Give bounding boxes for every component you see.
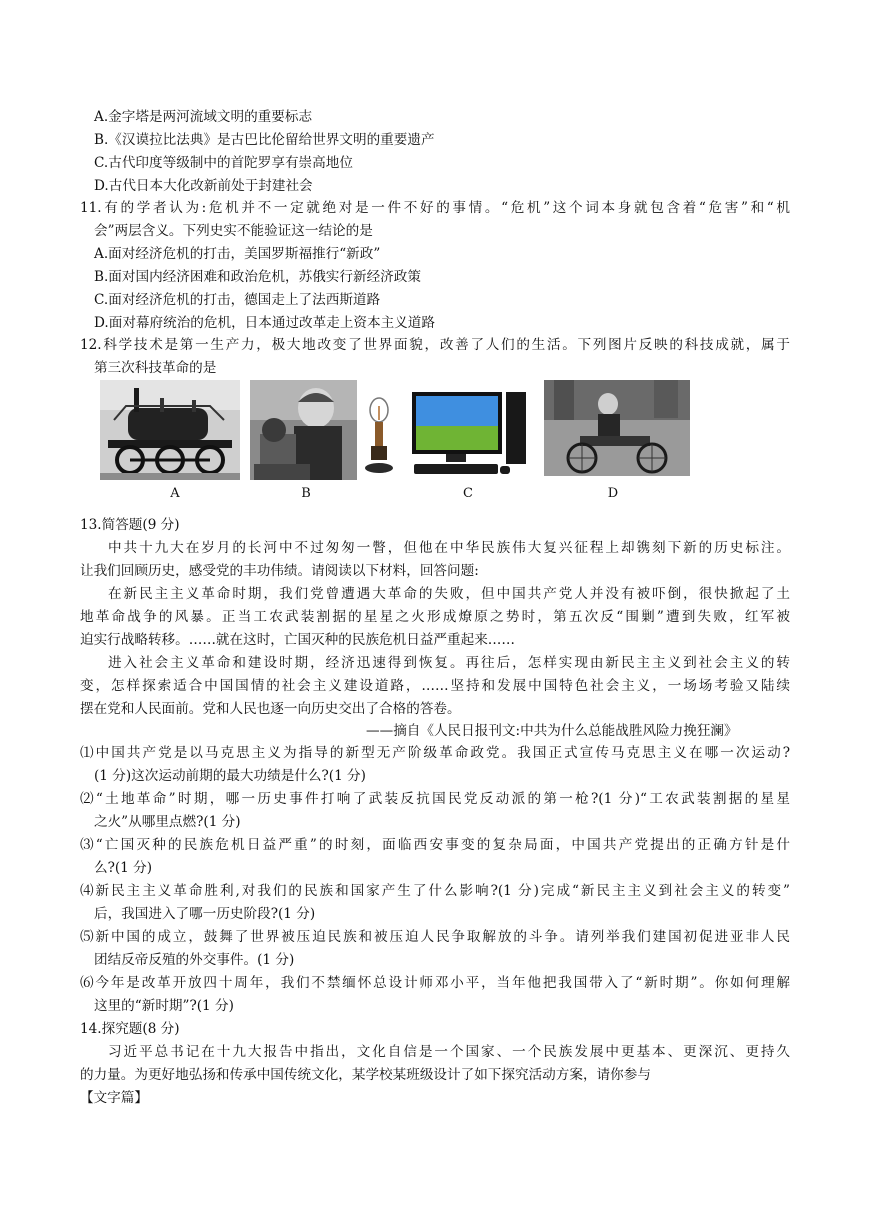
q11-option-d: D.面对幕府统治的危机，日本通过改革走上资本主义道路 (94, 315, 435, 331)
q13-para3-line1: 进入社会主义革命和建设时期，经济迅速得到恢复。再往后，怎样实现由新民主主义到社会主义的转 (108, 655, 790, 671)
q12-stem-line2: 第三次科技革命的是 (94, 360, 217, 376)
picture-c-caption: C (463, 486, 473, 501)
q13-sub1-line2: (1 分)这次运动前期的最大功绩是什么?(1 分) (94, 768, 366, 784)
q13-para3-line2: 变，怎样探索适合中国国情的社会主义建设道路，……坚持和发展中国特色社会主义，一场场考验又陆续 (80, 678, 790, 694)
early-automobile-image (544, 380, 690, 476)
q11-option-b: B.面对国内经济困难和政治危机，苏俄实行新经济政策 (94, 269, 421, 285)
q11-stem-line1: 11.有的学者认为:危机并不一定就绝对是一件不好的事情。“危机”这个词本身就包含着“危害”和“机 (80, 200, 790, 216)
q13-sub3-line2: 么?(1 分) (94, 860, 153, 876)
edison-portrait-image (250, 380, 357, 480)
q13-sub4-line1: ⑷新民主主义革命胜利,对我们的民族和国家产生了什么影响?(1 分)完成“新民主主义到社会主义的转变” (80, 883, 790, 899)
q13-para2-line1: 在新民主主义革命时期，我们党曾遭遇大革命的失败，但中国共产党人并没有被吓倒，很快掀起了土 (108, 586, 790, 602)
q14-para1-line2: 的力量。为更好地弘扬和传承中国传统文化，某学校某班级设计了如下探究活动方案，请你参与 (80, 1067, 651, 1083)
q13-sub3-line1: ⑶“亡国灭种的民族危机日益严重”的时刻，面临西安事变的复杂局面，中国共产党提出的正确方针是什 (80, 837, 790, 853)
q10-option-d: D.古代日本大化改新前处于封建社会 (94, 178, 313, 194)
q12-stem-line1: 12.科学技术是第一生产力，极大地改变了世界面貌，改善了人们的生活。下列图片反映的科技成就，属于 (80, 337, 790, 353)
steam-locomotive-image (100, 380, 240, 480)
q13-sub2-line1: ⑵“土地革命”时期，哪一历史事件打响了武装反抗国民党反动派的第一枪?(1 分)“工农武装割据的星星 (80, 791, 790, 807)
q10-option-a: A.金字塔是两河流域文明的重要标志 (94, 109, 313, 125)
q11-stem-line2: 会”两层含义。下列史实不能验证这一结论的是 (94, 223, 373, 239)
q13-para3-line3: 摆在党和人民面前。党和人民也逐一向历史交出了合格的答卷。 (80, 701, 461, 717)
q13-sub6-line1: ⑹今年是改革开放四十周年，我们不禁缅怀总设计师邓小平，当年他把我国带入了“新时期”。你如何理解 (80, 975, 790, 991)
q13-sub5-line1: ⑸新中国的成立，鼓舞了世界被压迫民族和被压迫人民争取解放的斗争。请列举我们建国初促进亚非人民 (80, 929, 790, 945)
q11-option-a: A.面对经济危机的打击，美国罗斯福推行“新政” (94, 246, 381, 262)
light-bulb-and-computer-image (362, 380, 537, 480)
picture-a-caption: A (170, 486, 180, 501)
q13-para2-line3: 迫实行战略转移。……就在这时，亡国灭种的民族危机日益严重起来…… (80, 632, 515, 648)
q10-option-c: C.古代印度等级制中的首陀罗享有崇高地位 (94, 155, 353, 171)
q13-para1-line1: 中共十九大在岁月的长河中不过匆匆一瞥，但他在中华民族伟大复兴征程上却镌刻下新的历史标注。 (108, 540, 790, 556)
picture-b-caption: B (301, 486, 311, 501)
q13-source-citation: ——摘自《人民日报刊文:中共为什么总能战胜风险力挽狂澜》 (366, 723, 738, 739)
q13-sub6-line2: 这里的“新时期”?(1 分) (94, 998, 234, 1014)
q13-title: 13.简答题(9 分) (80, 517, 180, 533)
q11-option-c: C.面对经济危机的打击，德国走上了法西斯道路 (94, 292, 381, 308)
q14-section-heading: 【文字篇】 (80, 1090, 148, 1106)
q14-para1-line1: 习近平总书记在十九大报告中指出，文化自信是一个国家、一个民族发展中更基本、更深沉、更持久 (108, 1044, 790, 1060)
q10-option-b: B.《汉谟拉比法典》是古巴比伦留给世界文明的重要遗产 (94, 132, 435, 148)
q13-sub4-line2: 后，我国进入了哪一历史阶段?(1 分) (94, 906, 316, 922)
q13-sub2-line2: 之火”从哪里点燃?(1 分) (94, 814, 241, 830)
q13-sub5-line2: 团结反帝反殖的外交事件。(1 分) (94, 952, 295, 968)
picture-d-caption: D (607, 486, 619, 501)
q14-title: 14.探究题(8 分) (80, 1021, 180, 1037)
q13-para1-line2: 让我们回顾历史，感受党的丰功伟绩。请阅读以下材料，回答问题: (80, 563, 479, 579)
q13-para2-line2: 地革命战争的风暴。正当工农武装割据的星星之火形成燎原之势时，第五次反“围剿”遭到失败，红军被 (80, 609, 790, 625)
q13-sub1-line1: ⑴中国共产党是以马克思主义为指导的新型无产阶级革命政党。我国正式宣传马克思主义在哪一次运动? (80, 745, 790, 761)
